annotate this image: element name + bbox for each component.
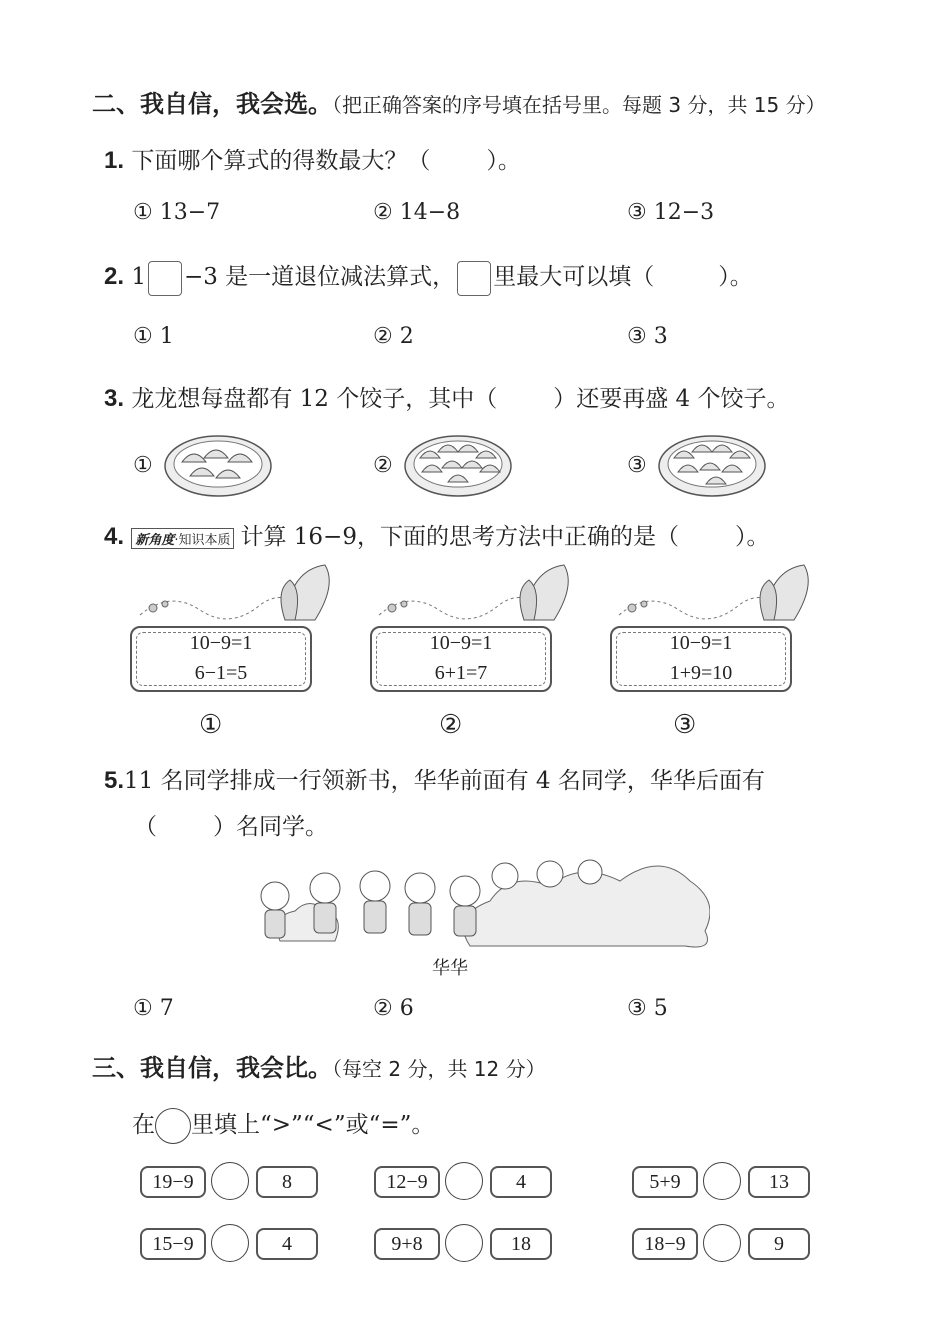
compare-2-right: 4 — [490, 1166, 552, 1198]
instr-a: 在 — [132, 1112, 155, 1138]
question-2 — [104, 258, 753, 296]
q2-option-3: ③ 3 — [627, 324, 668, 349]
q1-end: ）。 — [486, 148, 521, 174]
butterfly-decoration-3 — [614, 560, 824, 630]
q3-label-1: ① — [133, 453, 153, 478]
q4-label-2: ② — [439, 710, 463, 740]
compare-5-circle[interactable] — [445, 1224, 483, 1262]
instr-circle — [155, 1108, 191, 1144]
question-4 — [104, 518, 769, 551]
q3-end: ）还要再盛 4 个饺子。 — [553, 386, 790, 412]
q2-digit-box-ref — [457, 261, 491, 296]
section-3-heading: 三、我自信，我会比。 — [92, 1054, 332, 1082]
compare-4-right: 4 — [256, 1228, 318, 1260]
q2-post: 里最大可以填（ — [493, 264, 655, 290]
question-5 — [104, 762, 765, 795]
q2-mid: −3 是一道退位减法算式， — [183, 264, 456, 290]
compare-item-6 — [620, 1222, 830, 1264]
card-3-line-1: 10−9=1 — [669, 632, 733, 654]
q1-option-2: ② 14−8 — [373, 200, 461, 225]
q1-option-1: ① 13−7 — [133, 200, 221, 225]
q3-label-2: ② — [373, 453, 393, 478]
question-3 — [104, 380, 789, 413]
card-1-line-1: 10−9=1 — [189, 632, 253, 654]
q3-text: 龙龙想每盘都有 12 个饺子，其中（ — [131, 386, 498, 412]
method-card-3 — [610, 626, 792, 692]
compare-item-1 — [128, 1160, 338, 1202]
q3-number: 3. — [104, 385, 125, 412]
q5-open: （ — [134, 814, 157, 840]
butterfly-decoration-2 — [374, 560, 584, 630]
q4-text: 计算 16−9，下面的思考方法中正确的是（ — [240, 524, 679, 550]
card-2-line-1: 10−9=1 — [429, 632, 493, 654]
students-queue-illustration — [240, 836, 710, 956]
q5-option-1: ① 7 — [133, 996, 174, 1021]
q4-number: 4. — [104, 523, 125, 550]
dumplings-plate-2 — [402, 424, 514, 500]
compare-3-right: 13 — [748, 1166, 810, 1198]
q5-number: 5. — [104, 767, 125, 794]
q4-label-1: ① — [199, 710, 223, 740]
compare-6-left: 18−9 — [632, 1228, 698, 1260]
q1-option-3: ③ 12−3 — [627, 200, 715, 225]
tag-knowledge: ·知识本质 — [174, 532, 231, 548]
question-1 — [104, 142, 521, 175]
q2-option-1: ① 1 — [133, 324, 174, 349]
section-2-note: （把正确答案的序号填在括号里。每题 3 分，共 15 分） — [332, 93, 826, 117]
compare-item-4 — [128, 1222, 338, 1264]
compare-4-left: 15−9 — [140, 1228, 206, 1260]
section-2-title — [92, 84, 826, 119]
q5-option-3: ③ 5 — [627, 996, 668, 1021]
q4-end: ）。 — [734, 524, 770, 550]
q2-end: ）。 — [718, 264, 753, 290]
compare-1-right: 8 — [256, 1166, 318, 1198]
q2-number: 2. — [104, 263, 125, 290]
compare-item-3 — [620, 1160, 830, 1202]
instr-b: 里填上“>”“<”或“=”。 — [191, 1112, 435, 1138]
method-card-2 — [370, 626, 552, 692]
compare-2-circle[interactable] — [445, 1162, 483, 1200]
card-2-line-2: 6+1=7 — [434, 662, 488, 684]
dumplings-plate-1 — [162, 424, 274, 500]
compare-6-circle[interactable] — [703, 1224, 741, 1262]
compare-2-left: 12−9 — [374, 1166, 440, 1198]
compare-4-circle[interactable] — [211, 1224, 249, 1262]
compare-6-right: 9 — [748, 1228, 810, 1260]
compare-5-left: 9+8 — [374, 1228, 440, 1260]
compare-item-2 — [362, 1160, 572, 1202]
section-3-note: （每空 2 分，共 12 分） — [332, 1057, 546, 1081]
tag-new-angle: 新角度 — [135, 532, 175, 548]
q2-pre: 1 — [131, 264, 146, 290]
compare-instruction — [132, 1106, 434, 1144]
q5-option-2: ② 6 — [373, 996, 414, 1021]
q1-number: 1. — [104, 147, 125, 174]
q2-digit-box[interactable] — [148, 261, 182, 296]
compare-item-5 — [362, 1222, 572, 1264]
compare-1-circle[interactable] — [211, 1162, 249, 1200]
card-3-line-2: 1+9=10 — [669, 662, 733, 684]
section-2-heading: 二、我自信，我会选。 — [92, 90, 332, 118]
q5-line-2: ）名同学。 — [213, 814, 328, 840]
q5-line-1: 11 名同学排成一行领新书，华华前面有 4 名同学，华华后面有 — [124, 768, 765, 794]
method-card-1 — [130, 626, 312, 692]
dumplings-plate-3 — [656, 424, 768, 500]
compare-3-left: 5+9 — [632, 1166, 698, 1198]
huahua-caption: 华华 — [432, 958, 468, 979]
card-1-line-2: 6−1=5 — [194, 662, 248, 684]
butterfly-decoration-1 — [135, 560, 345, 630]
q1-text: 下面哪个算式的得数最大？（ — [131, 148, 431, 174]
new-angle-tag — [131, 528, 234, 549]
q4-label-3: ③ — [673, 710, 697, 740]
q2-option-2: ② 2 — [373, 324, 414, 349]
compare-3-circle[interactable] — [703, 1162, 741, 1200]
compare-5-right: 18 — [490, 1228, 552, 1260]
section-3-title — [92, 1048, 546, 1083]
q3-label-3: ③ — [627, 453, 647, 478]
compare-1-left: 19−9 — [140, 1166, 206, 1198]
